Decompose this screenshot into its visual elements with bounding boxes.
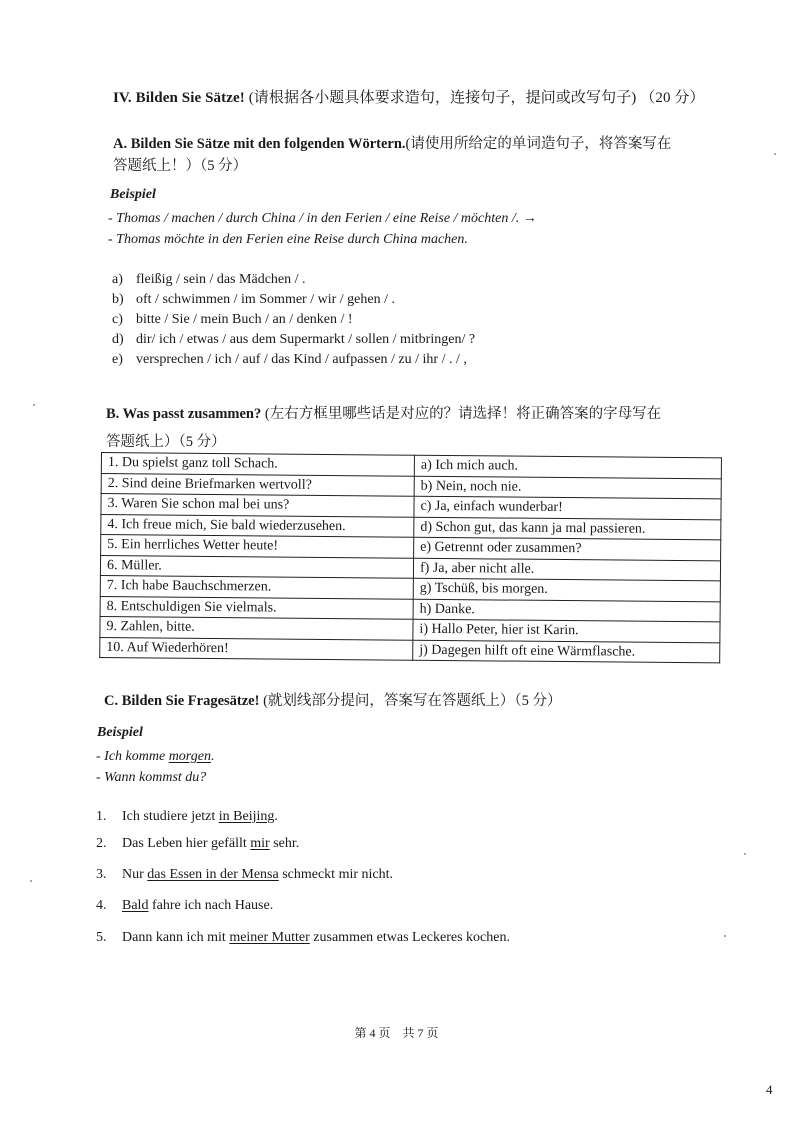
table-cell-right: d) Schon gut, das kann ja mal passieren. (414, 517, 721, 540)
example-underlined: morgen (168, 749, 211, 764)
question-text: Ich studiere jetzt (122, 809, 219, 824)
scan-speck (744, 853, 746, 855)
question-underlined: das Essen in der Mensa (147, 867, 279, 882)
part-a-title: A. Bilden Sie Sätze mit den folgenden Wörtern. (113, 136, 406, 152)
question-underlined: in Beijing (218, 809, 275, 824)
table-cell-right: a) Ich mich auch. (414, 455, 721, 478)
item-text: versprechen / ich / auf / das Kind / aufpassen / zu / ihr / . / , (136, 352, 467, 367)
table-cell-left: 7. Ich habe Bauchschmerzen. (100, 575, 413, 598)
question-underlined: meiner Mutter (229, 930, 310, 945)
scan-speck (774, 153, 776, 155)
page-footer: 第 4 页 共 7 页 (354, 1026, 439, 1040)
question-text: fahre ich nach Hause. (148, 898, 274, 913)
table-cell-left: 6. Müller. (100, 555, 413, 578)
item-label: c) (112, 312, 123, 327)
part-a-example (108, 208, 537, 250)
question-number: 1. (96, 809, 107, 824)
part-c-example-label: Beispiel (97, 725, 143, 740)
table-cell-left: 3. Waren Sie schon mal bei uns? (101, 494, 414, 517)
section-heading (113, 86, 705, 107)
page-number: 4 (766, 1082, 773, 1097)
item-label: a) (112, 272, 123, 287)
example-text: . (210, 749, 215, 764)
question-text: schmeckt mir nicht. (278, 867, 394, 882)
part-a-items (112, 270, 475, 370)
table-cell-left: 4. Ich freue mich, Sie bald wiederzusehen. (101, 514, 414, 537)
table-cell-left: 2. Sind deine Briefmarken wertvoll? (101, 473, 414, 496)
table-cell-right: i) Hallo Peter, hier ist Karin. (413, 619, 720, 642)
part-c-example-question (96, 746, 214, 767)
part-c-example (96, 746, 214, 788)
section-title: IV. Bilden Sie Sätze! (113, 90, 245, 106)
table-cell-right: e) Getrennt oder zusammen? (414, 537, 721, 560)
question-text: Dann kann ich mit (122, 930, 230, 945)
table-cell-left: 10. Auf Wiederhören! (100, 637, 413, 660)
question-underlined: Bald (122, 898, 149, 913)
section-points: （20 分） (640, 90, 705, 106)
part-b-instruction-line2: 答题纸上）（5 分） (106, 434, 226, 450)
question-item (96, 809, 278, 825)
question-text: Das Leben hier gefällt (122, 836, 251, 851)
list-item (112, 270, 475, 290)
question-text: zusammen etwas Leckeres kochen. (309, 930, 510, 945)
part-a-example-question: - Thomas / machen / durch China / in den Ferien / eine Reise / möchten /. → (108, 211, 537, 226)
section-instruction: (请根据各小题具体要求造句，连接句子，提问或改写句子) (248, 90, 637, 106)
list-item (112, 330, 475, 350)
part-c-heading (104, 690, 562, 712)
question-number: 2. (96, 836, 107, 851)
part-a-heading (113, 133, 671, 177)
table-row (100, 637, 720, 663)
list-item (112, 290, 475, 310)
question-item (96, 930, 510, 946)
table-cell-right: c) Ja, einfach wunderbar! (414, 496, 721, 519)
table-cell-right: h) Danke. (413, 599, 720, 622)
part-c-example-answer: - Wann kommst du? (96, 770, 207, 785)
item-label: e) (112, 352, 123, 367)
table-cell-right: g) Tschüß, bis morgen. (413, 578, 720, 601)
item-text: bitte / Sie / mein Buch / an / denken / ! (136, 312, 353, 327)
question-text: Nur (122, 867, 148, 882)
question-number: 4. (96, 898, 107, 913)
part-a-example-label: Beispiel (110, 187, 156, 202)
scan-speck (724, 935, 726, 937)
table-cell-right: j) Dagegen hilft oft eine Wärmflasche. (413, 640, 720, 663)
item-text: fleißig / sein / das Mädchen / . (136, 272, 306, 287)
question-text: sehr. (269, 836, 300, 851)
matching-table (99, 452, 722, 663)
item-label: b) (112, 292, 124, 307)
question-number: 5. (96, 930, 107, 945)
part-b-heading (106, 400, 661, 456)
part-b-title: B. Was passt zusammen? (106, 406, 262, 422)
item-label: d) (112, 332, 124, 347)
part-c-instruction: (就划线部分提问，答案写在答题纸上）（5 分） (263, 693, 562, 709)
list-item (112, 310, 475, 330)
question-item (96, 836, 299, 852)
part-a-instruction-line2: 答题纸上！）（5 分） (113, 158, 248, 174)
part-a-example-answer: - Thomas möchte in den Ferien eine Reise durch China machen. (108, 232, 468, 247)
table-cell-left: 1. Du spielst ganz toll Schach. (101, 453, 414, 476)
table-cell-left: 9. Zahlen, bitte. (100, 616, 413, 639)
table-cell-right: b) Nein, noch nie. (414, 476, 721, 499)
question-item (96, 898, 273, 914)
item-text: oft / schwimmen / im Sommer / wir / gehen / . (136, 292, 395, 307)
table-cell-left: 8. Entschuldigen Sie vielmals. (100, 596, 413, 619)
table-cell-right: f) Ja, aber nicht alle. (413, 558, 720, 581)
question-text: . (274, 809, 278, 824)
example-text: - Ich komme (96, 749, 169, 764)
part-b-instruction-line1: (左右方框里哪些话是对应的？请选择！将正确答案的字母写在 (264, 406, 662, 422)
table-cell-left: 5. Ein herrliches Wetter heute! (101, 535, 414, 558)
scan-speck (33, 404, 35, 406)
scan-speck (30, 880, 32, 882)
question-item (96, 867, 393, 883)
part-c-title: C. Bilden Sie Fragesätze! (104, 693, 260, 709)
part-a-instruction-line1: (请使用所给定的单词造句子，将答案写在 (405, 136, 672, 152)
item-text: dir/ ich / etwas / aus dem Supermarkt / sollen / mitbringen/ ? (136, 332, 476, 347)
question-underlined: mir (250, 836, 270, 851)
list-item (112, 350, 475, 370)
question-number: 3. (96, 867, 107, 882)
